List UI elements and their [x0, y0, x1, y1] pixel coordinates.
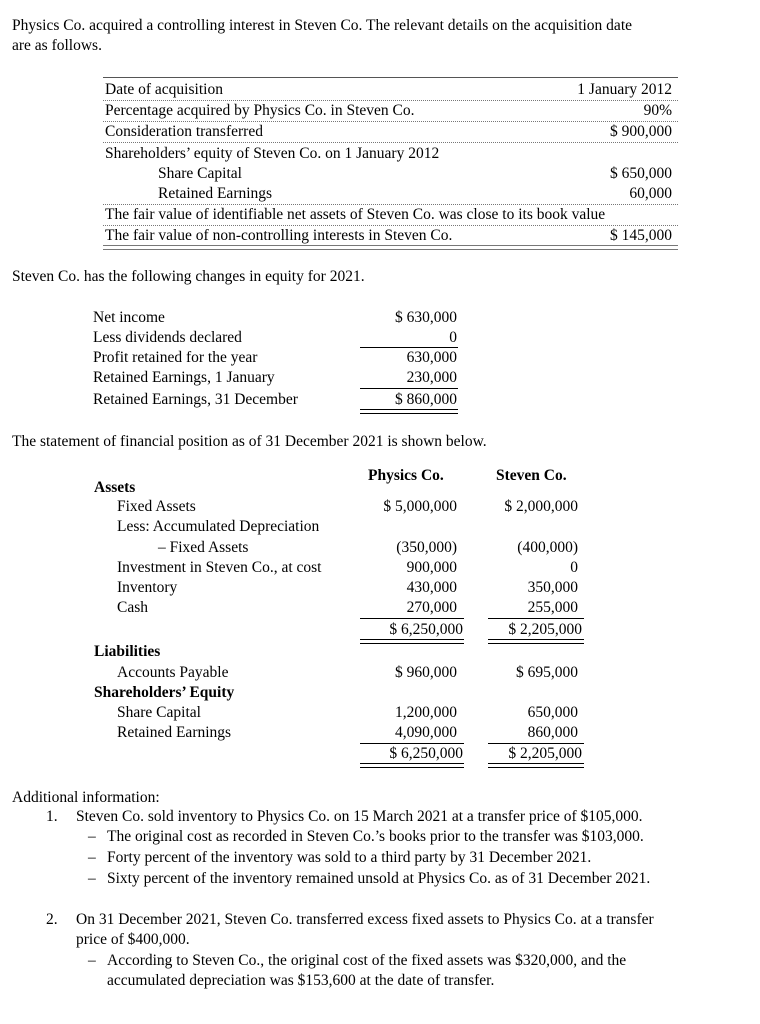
sfp-label: Less: Accumulated Depreciation [117, 518, 320, 535]
changes-label: Net income [93, 309, 165, 326]
subtotal-rule [488, 618, 584, 619]
acq-consid-label: Consideration transferred [105, 123, 263, 140]
acq-pct-value: 90% [643, 102, 672, 119]
sfp-label: Accounts Payable [117, 664, 229, 681]
sfp-value-physics: $ 5,000,000 [383, 498, 457, 515]
acq-sc-label: Share Capital [158, 165, 242, 182]
sfp-value-steven: 255,000 [527, 599, 578, 616]
item-2-text: On 31 December 2021, Steven Co. transferred excess fixed assets to Physics Co. at a transfer [76, 911, 654, 928]
total-rule [360, 639, 464, 644]
acq-date-value: 1 January 2012 [577, 81, 672, 98]
sfp-value-physics: 4,090,000 [395, 724, 457, 741]
acq-sc-value: $ 650,000 [610, 165, 672, 182]
sfp-label: Share Capital [117, 704, 201, 721]
bullet-dash: – [88, 952, 96, 969]
changes-value: 230,000 [406, 369, 457, 386]
sfp-value-steven: $ 695,000 [516, 664, 578, 681]
item-2-bullet: accumulated depreciation was $153,600 at the date of transfer. [107, 972, 495, 989]
sfp-label: Investment in Steven Co., at cost [117, 559, 322, 576]
changes-value: 630,000 [406, 349, 457, 366]
subtotal-rule [360, 347, 458, 348]
changes-value: 0 [449, 329, 457, 346]
changes-label: Retained Earnings, 31 December [93, 391, 298, 408]
item-number: 2. [46, 911, 58, 928]
sfp-value-physics: 270,000 [406, 599, 457, 616]
sfp-label: Cash [117, 599, 148, 616]
intro-line-2: are as follows. [12, 37, 102, 54]
acq-re-value: 60,000 [629, 185, 672, 202]
bullet-dash: – [88, 849, 96, 866]
acq-she-label: Shareholders’ equity of Steven Co. on 1 January 2012 [105, 145, 440, 162]
acq-consid-value: $ 900,000 [610, 123, 672, 140]
col-physics: Physics Co. [368, 467, 444, 484]
sfp-value-physics: 900,000 [406, 559, 457, 576]
sfp-value-physics: 430,000 [406, 579, 457, 596]
divider [103, 100, 678, 101]
total-rule [488, 763, 584, 768]
divider [103, 225, 678, 226]
changes-value: $ 630,000 [395, 309, 457, 326]
assets-heading: Assets [94, 479, 136, 496]
sfp-value-physics: $ 960,000 [395, 664, 457, 681]
sfp-label: Fixed Assets [117, 498, 196, 515]
subtotal-rule [360, 618, 464, 619]
item-2-text: price of $400,000. [76, 931, 190, 948]
sfp-value-physics: (350,000) [396, 539, 457, 556]
sfp-label: – Fixed Assets [158, 539, 249, 556]
equity-heading: Shareholders’ Equity [94, 684, 235, 701]
sfp-value-steven: $ 2,000,000 [504, 498, 578, 515]
item-2-bullet: According to Steven Co., the original cost of the fixed assets was $320,000, and the [107, 952, 627, 969]
subtotal-rule [360, 743, 464, 744]
acq-nci-value: $ 145,000 [610, 227, 672, 244]
sfp-intro: The statement of financial position as of 31 December 2021 is shown below. [12, 433, 487, 450]
divider [103, 121, 678, 122]
changes-label: Retained Earnings, 1 January [93, 369, 275, 386]
col-steven: Steven Co. [496, 467, 567, 484]
sfp-value-steven: 0 [570, 559, 578, 576]
acq-nci-label: The fair value of non-controlling interests in Steven Co. [105, 227, 453, 244]
sfp-value-steven: (400,000) [517, 539, 578, 556]
table-top-rule [103, 77, 678, 78]
subtotal-rule [360, 388, 458, 389]
acq-date-label: Date of acquisition [105, 81, 223, 98]
bullet-dash: – [88, 870, 96, 887]
item-1-bullet: The original cost as recorded in Steven Co.’s books prior to the transfer was $103,000. [107, 828, 644, 845]
additional-title: Additional information: [12, 789, 160, 806]
table-bottom-rule [103, 245, 678, 250]
sfp-total-steven: $ 2,205,000 [508, 621, 582, 638]
sfp-total2-steven: $ 2,205,000 [508, 745, 582, 762]
acq-pct-label: Percentage acquired by Physics Co. in Steven Co. [105, 102, 415, 119]
subtotal-rule [488, 743, 584, 744]
sfp-label: Retained Earnings [117, 724, 232, 741]
sfp-total-physics: $ 6,250,000 [389, 621, 463, 638]
changes-intro: Steven Co. has the following changes in equity for 2021. [12, 268, 365, 285]
sfp-total2-physics: $ 6,250,000 [389, 745, 463, 762]
sfp-label: Inventory [117, 579, 178, 596]
changes-label: Less dividends declared [93, 329, 242, 346]
sfp-value-steven: 860,000 [527, 724, 578, 741]
changes-value: $ 860,000 [395, 391, 457, 408]
acq-fv-label: The fair value of identifiable net assets of Steven Co. was close to its book value [105, 206, 606, 223]
intro-line-1: Physics Co. acquired a controlling interest in Steven Co. The relevant details on the acquisition date [12, 17, 632, 34]
item-number: 1. [46, 808, 58, 825]
total-rule [360, 763, 464, 768]
changes-label: Profit retained for the year [93, 349, 258, 366]
sfp-value-steven: 650,000 [527, 704, 578, 721]
item-1-bullet: Sixty percent of the inventory remained unsold at Physics Co. as of 31 December 2021. [107, 870, 651, 887]
total-rule [360, 409, 458, 414]
item-1-bullet: Forty percent of the inventory was sold to a third party by 31 December 2021. [107, 849, 592, 866]
acq-re-label: Retained Earnings [158, 185, 273, 202]
total-rule [488, 639, 584, 644]
item-1-text: Steven Co. sold inventory to Physics Co. on 15 March 2021 at a transfer price of $105,000. [76, 808, 643, 825]
sfp-value-steven: 350,000 [527, 579, 578, 596]
liabilities-heading: Liabilities [94, 643, 161, 660]
sfp-value-physics: 1,200,000 [395, 704, 457, 721]
divider [103, 142, 678, 143]
bullet-dash: – [88, 828, 96, 845]
divider [103, 204, 678, 205]
